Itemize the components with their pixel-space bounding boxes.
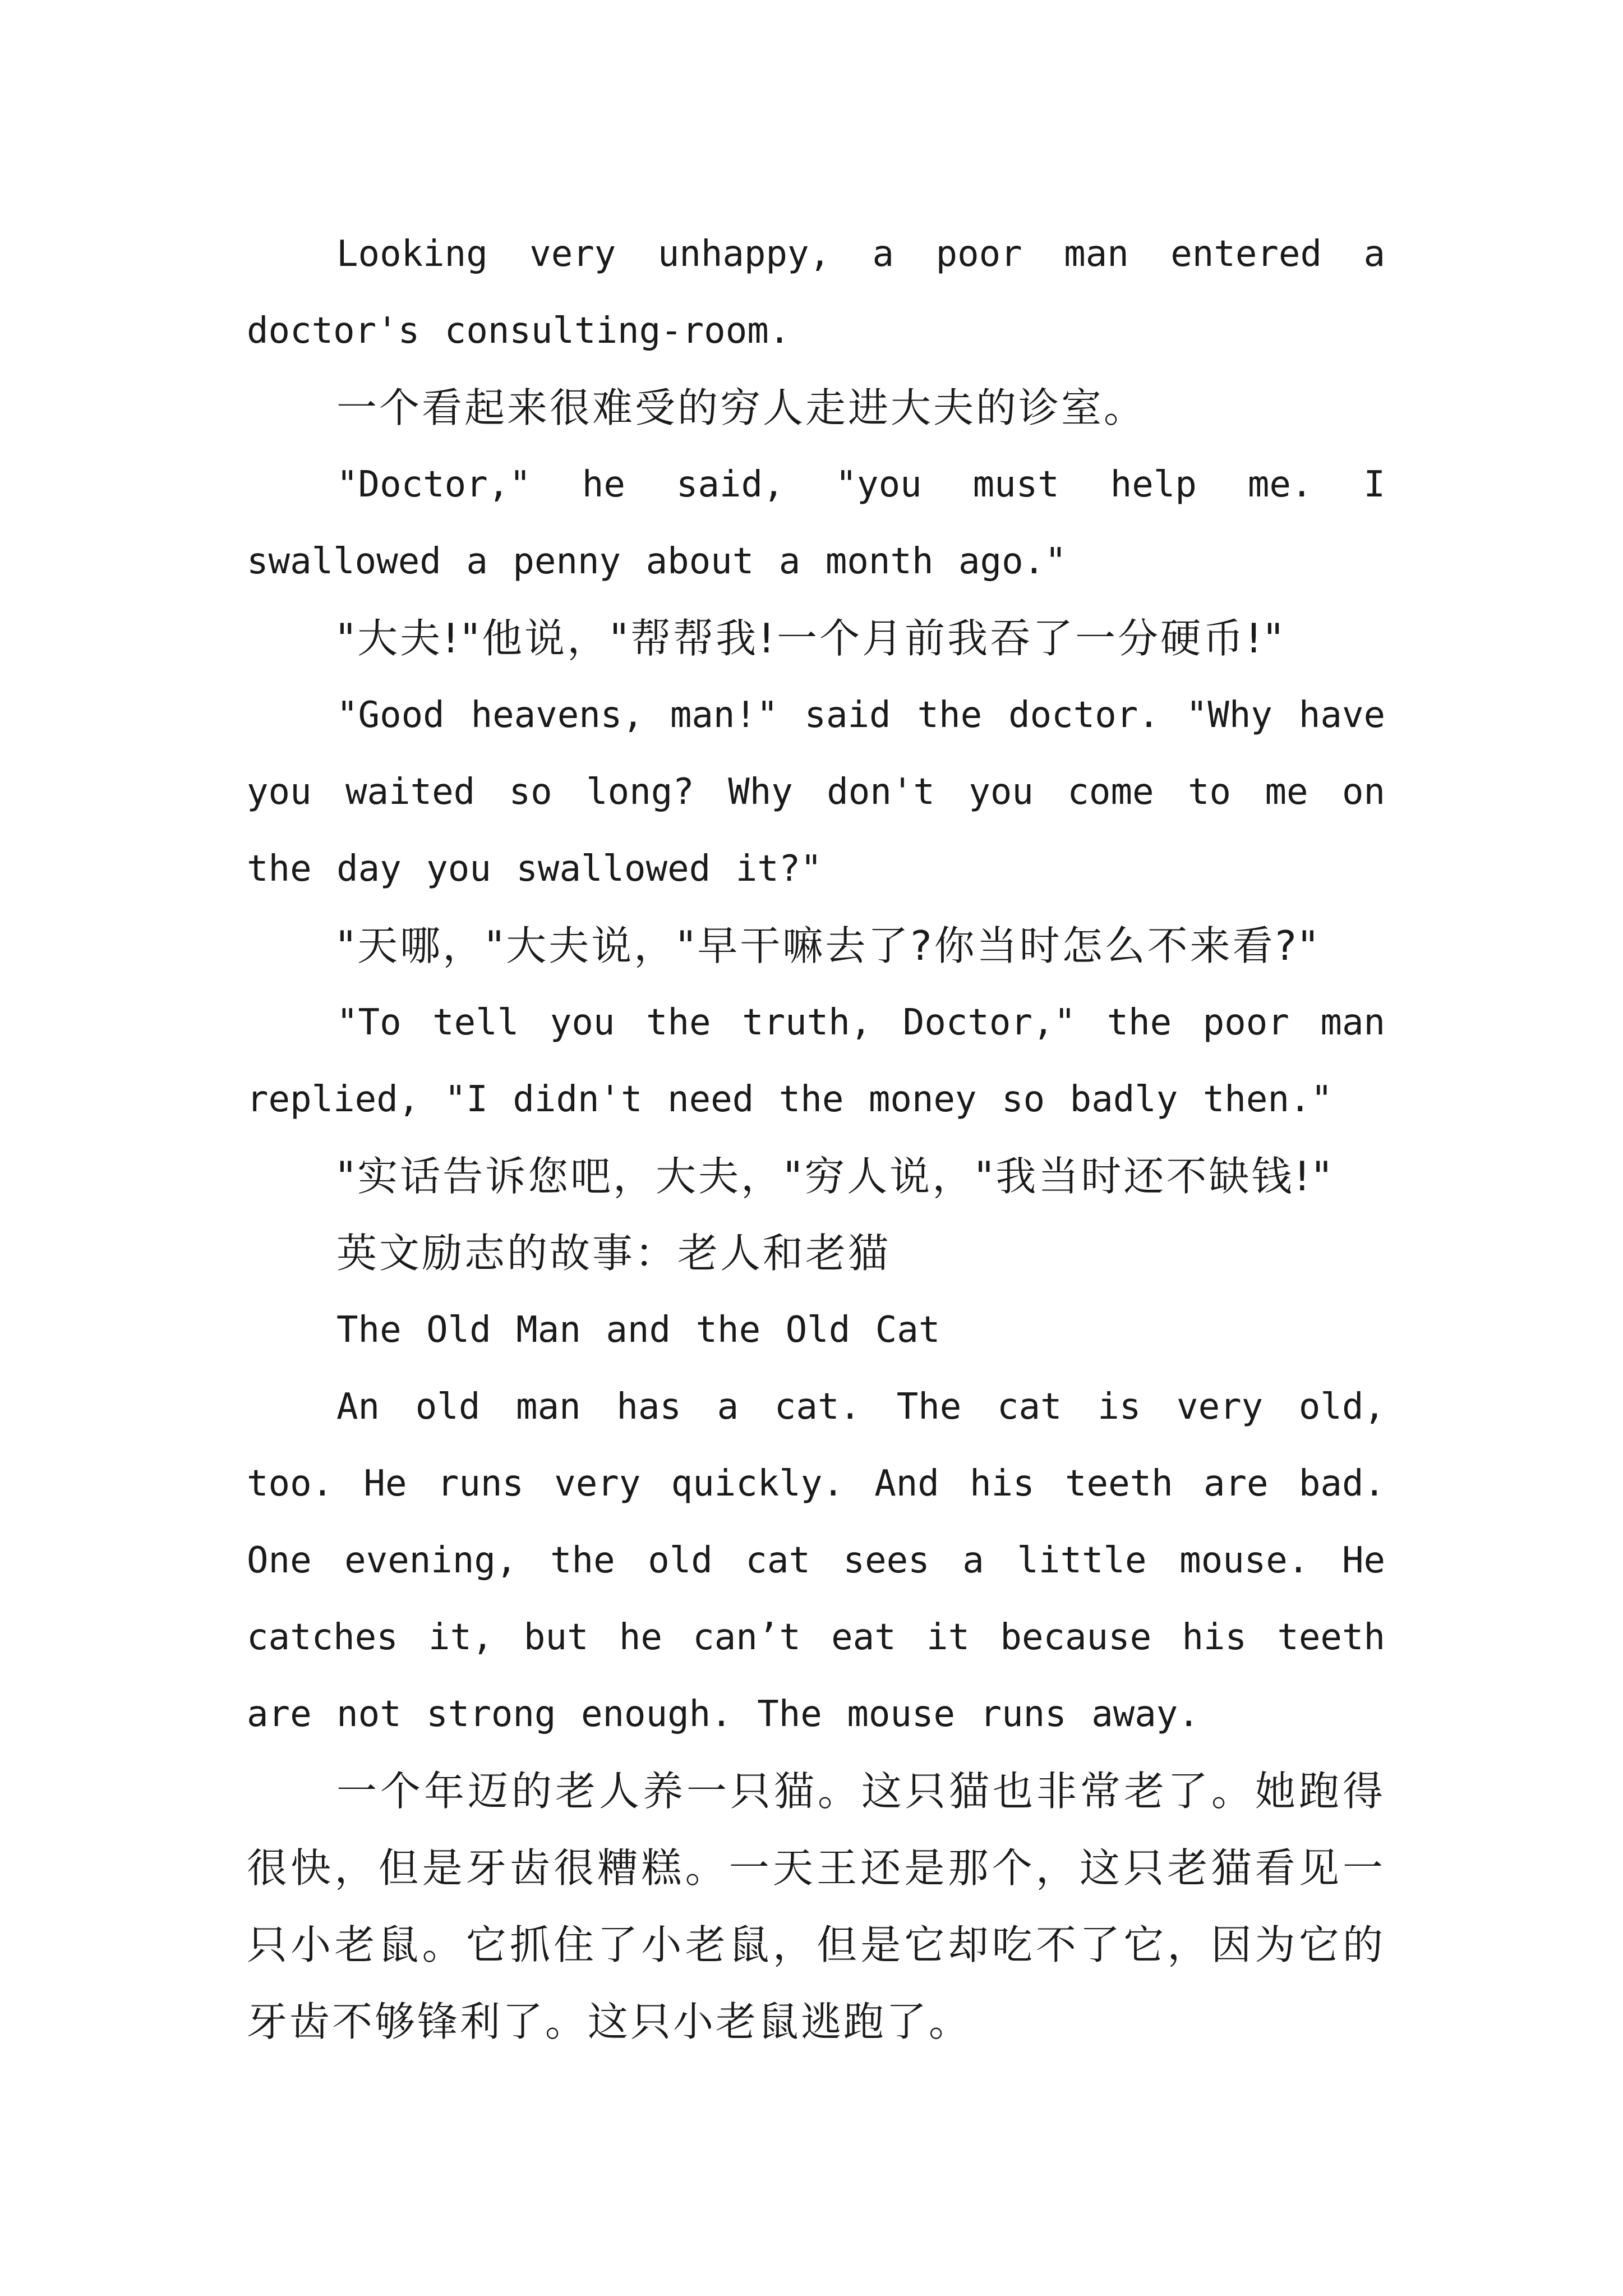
paragraph-story1-reply-en: "To tell you the truth, Doctor," the poor man replied, "I didn't need the money so badly then." [247,1002,1385,1120]
paragraph-story2-en: An old man has a cat. The cat is very old, too. He runs very quickly. And his teeth are bad. One evening, the old cat sees a little mouse. He catches it, but he can’t eat it because his teeth are not strong enough. The mouse runs away. [247,1386,1385,1735]
paragraph-story1-intro-zh: 一个看起来很难受的穷人走进大夫的诊室。 [336,384,1147,431]
paragraph-story1-doctor-zh: "天哪，"大夫说，"早干嘛去了?你当时怎么不来看?" [336,922,1320,969]
paragraph-story2-zh: 一个年迈的老人养一只猫。这只猫也非常老了。她跑得很快，但是牙齿很糟糕。一天王还是那个，这只老猫看见一只小老鼠。它抓住了小老鼠，但是它却吃不了它，因为它的牙齿不够锋利了。这只小老鼠逃跑了。 [247,1768,1385,2045]
section-heading-zh: 英文励志的故事：老人和老猫 [336,1230,891,1277]
paragraph-story1-reply-zh: "实话告诉您吧，大夫，"穷人说，"我当时还不缺钱!" [336,1153,1334,1200]
paragraph-story1-intro-en: Looking very unhappy, a poor man entered a doctor's consulting-room. [247,233,1385,352]
paragraph-story1-patient-en: "Doctor," he said, "you must help me. I swallowed a penny about a month ago." [247,464,1385,582]
story-title-en: The Old Man and the Old Cat [336,1309,940,1351]
document-body [247,216,1385,2060]
paragraph-story1-doctor-en: "Good heavens, man!" said the doctor. "Why have you waited so long? Why don't you come to me on the day you swallowed it?" [247,694,1385,890]
paragraph-story1-patient-zh: "大夫!"他说，"帮帮我!一个月前我吞了一分硬币!" [336,615,1285,662]
